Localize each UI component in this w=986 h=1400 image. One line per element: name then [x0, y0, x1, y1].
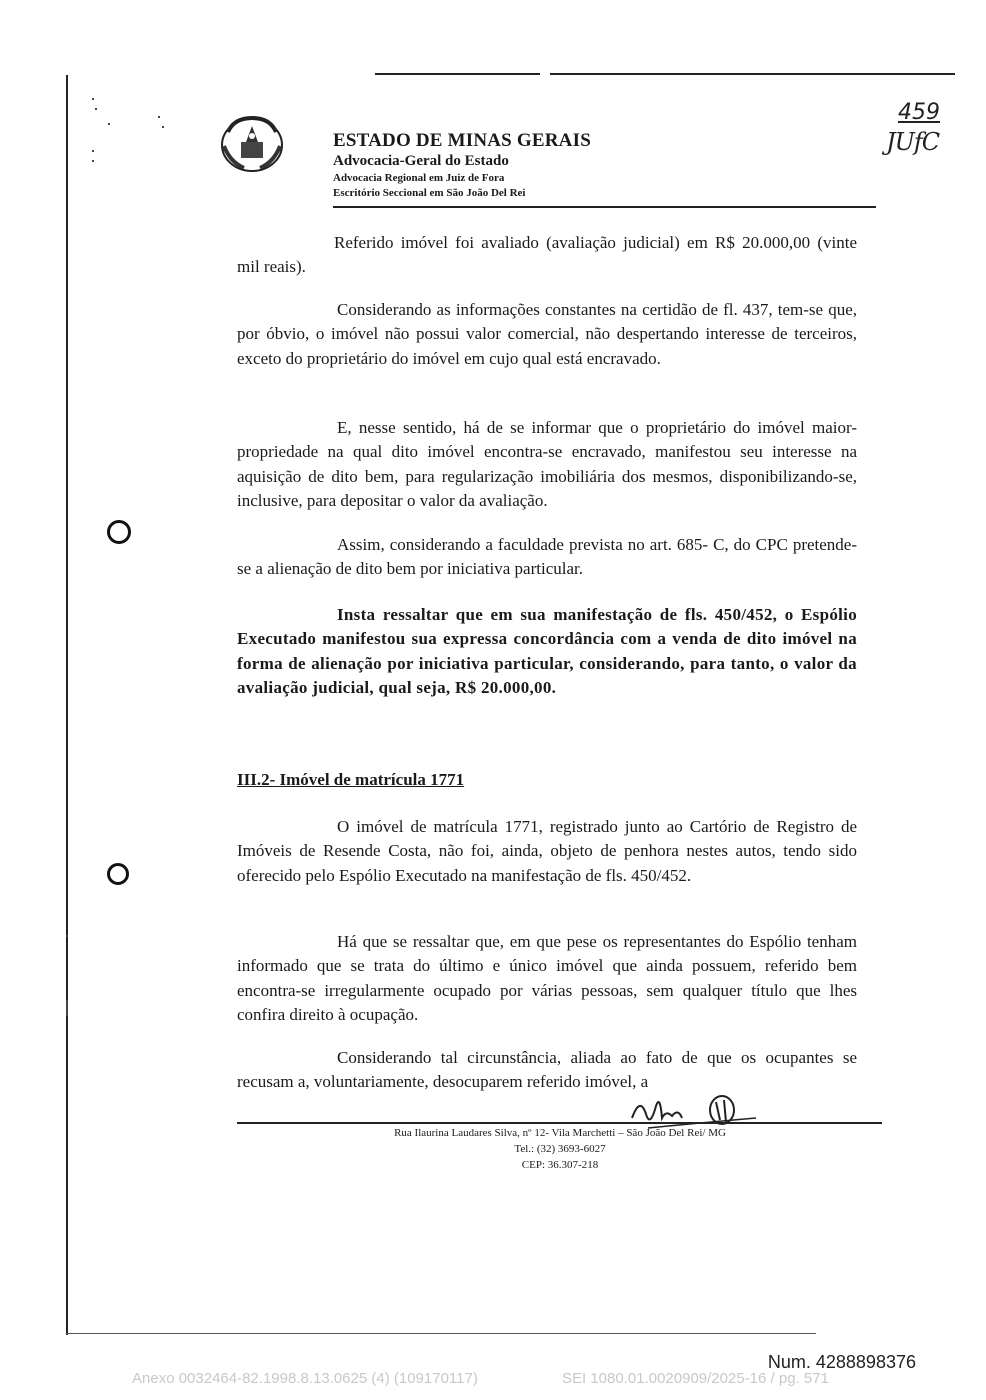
- sei-stamp: SEI 1080.01.0020909/2025-16 / pg. 571: [562, 1370, 829, 1387]
- top-border-line-2: [550, 73, 955, 75]
- punch-hole-top: [107, 520, 131, 544]
- footer-rule: [237, 1122, 882, 1124]
- paragraph-3: E, nesse sentido, há de se informar que o proprietário do imóvel maior- propriedade na qual dito imóvel encontra-se encravado, manifestou seu interesse na aquisição de dito bem, para regularização imobiliária dos mesmos, disponibilizando-se, inclusive, para depositar o valor da avaliação.: [237, 418, 857, 510]
- page-number-mark: 459: [898, 100, 940, 125]
- scan-speck: [95, 108, 97, 110]
- footer-address: Rua Ilaurina Laudares Silva, nº 12- Vila Marchetti – São João Del Rei/ MG: [394, 1127, 726, 1139]
- bottom-border-line: [66, 1333, 816, 1334]
- document-number: Num. 4288898376: [767, 1352, 916, 1372]
- section-heading: III.2- Imóvel de matrícula 1771: [237, 770, 465, 789]
- paragraph-6: O imóvel de matrícula 1771, registrado junto ao Cartório de Registro de Imóveis de Resende Costa, não foi, ainda, objeto de penhora nestes autos, tendo sido oferecido pelo Espólio Executado na manifestação de fls. 450/452.: [237, 817, 857, 885]
- footer-phone: Tel.: (32) 3693-6027: [514, 1143, 606, 1155]
- initials-mark: JUfC: [886, 128, 940, 156]
- sectional-office: Escritório Seccional em São João Del Rei: [333, 187, 526, 199]
- footer-cep: CEP: 36.307-218: [521, 1159, 599, 1171]
- scan-speck: [92, 160, 94, 162]
- paragraph-8: Considerando tal circunstância, aliada ao fato de que os ocupantes se recusam a, voluntariamente, desocuparem referido imóvel, a: [237, 1048, 857, 1092]
- paragraph-7: Há que se ressaltar que, em que pese os representantes do Espólio tenham informado que se trata do último e único imóvel que ainda possuem, referido bem encontra-se irregularmente ocupado por várias pessoas, sem qualquer título que lhes confira direito à ocupação.: [237, 932, 857, 1024]
- scan-speck: [92, 150, 94, 152]
- left-margin-line: [66, 75, 68, 1335]
- scan-speck: [108, 123, 110, 125]
- paragraph-4: Assim, considerando a faculdade prevista no art. 685- C, do CPC pretende-se a alienação de dito bem por iniciativa particular.: [237, 535, 857, 579]
- scan-speck: [66, 935, 68, 937]
- scan-speck: [66, 1000, 68, 1016]
- paragraph-1: Referido imóvel foi avaliado (avaliação judicial) em R$ 20.000,00 (vinte mil reais).: [237, 233, 857, 277]
- agency-title: Advocacia-Geral do Estado: [333, 153, 509, 169]
- state-title: ESTADO DE MINAS GERAIS: [333, 130, 591, 151]
- paragraph-2: Considerando as informações constantes na certidão de fl. 437, tem-se que, por óbvio, o imóvel não possui valor comercial, não despertando interesse de terceiros, exceto do proprietário do imóvel em cujo qual está encravado.: [237, 300, 857, 368]
- regional-office: Advocacia Regional em Juiz de Fora: [333, 172, 505, 184]
- letterhead: [333, 130, 591, 201]
- coat-of-arms-icon: [214, 112, 290, 178]
- annex-stamp: Anexo 0032464-82.1998.8.13.0625 (4) (109170117): [132, 1370, 478, 1387]
- scan-speck: [162, 126, 164, 128]
- header-rule: [333, 206, 876, 208]
- punch-hole-bottom: [107, 863, 129, 885]
- paragraph-5: Insta ressaltar que em sua manifestação de fls. 450/452, o Espólio Executado manifestou sua expressa concordância com a venda de dito imóvel na forma de alienação por iniciativa particular, considerando, para tanto, o valor da avaliação judicial, qual seja, R$ 20.000,00.: [237, 605, 857, 697]
- scan-speck: [158, 116, 160, 118]
- top-border-line-1: [375, 73, 540, 75]
- scan-speck: [92, 98, 94, 100]
